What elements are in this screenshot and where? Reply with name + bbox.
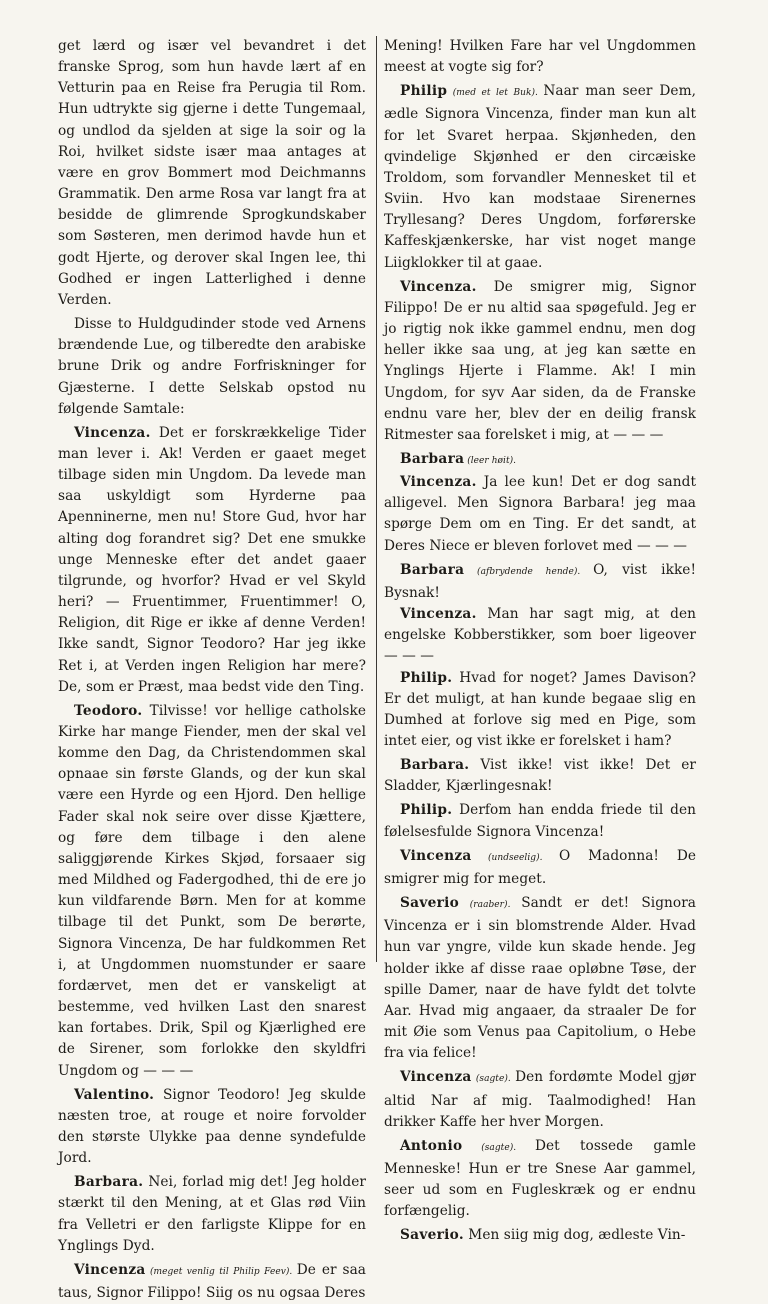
stage-direction: (sagte). (462, 1142, 535, 1153)
stage-direction: (raaber). (459, 900, 522, 911)
speech-vincenza-1 (58, 423, 366, 698)
speech-barbara-1 (58, 1172, 366, 1257)
speech-text: Vist ikke! vist ikke! Det er Sladder, Kjærlingesnak! (384, 757, 696, 795)
speech-vincenza-6 (384, 846, 696, 890)
speaker-name: Barbara. (400, 757, 470, 774)
speech-vincenza-5 (384, 604, 696, 667)
speech-text: Ja lee kun! Det er dog sandt alligevel. Men Signora Barbara! jeg maa spørge Dem om en Ting. Er det sandt, at Deres Niece er bleven forlovet med — — — (384, 474, 696, 554)
speaker-name: Philip. (400, 669, 453, 686)
column-divider (376, 36, 377, 962)
speech-vincenza-7 (384, 1067, 696, 1132)
speaker-name: Barbara (400, 561, 465, 578)
stage-direction: (med et let Buk). (447, 88, 544, 99)
speech-barbara-3 (384, 560, 696, 604)
speaker-name: Saverio. (400, 1227, 464, 1244)
speech-text: Hvad for noget? James Davison? Er det muligt, at han kunde begaae slig en Dumhed at forlove sig med en Pige, som intet eier, og vist ikke er forelsket i ham? (384, 669, 696, 749)
speaker-name: Vincenza (74, 1261, 146, 1278)
speech-text: Sandt er det! Signora Vincenza er i sin blomstrende Alder. Hvad hun var yngre, vilde kun skade hende. Jeg holder ikke af disse raae opløbne Tøse, der spille Damer, naar de have fyldt det tolvte Aar. Hvad mig angaaer, da straaler De for mit Øie som Venus paa Capitolium, o Hebe fra via felice! (384, 895, 696, 1062)
speaker-name: Vincenza. (74, 424, 151, 441)
speech-text: O, vist ikke! Bysnak! (384, 561, 697, 601)
speech-philip-1 (384, 81, 696, 273)
speaker-name: Vincenza (400, 847, 472, 864)
speaker-name: Vincenza. (400, 606, 477, 623)
speech-text: De smigrer mig, Signor Filippo! De er nu altid saa spøgefuld. Jeg er jo rigtig nok ikke gammel endnu, men dog heller ikke saa ung, at jeg kan sætte en Ynglings Hjerte i Flamme. Ak! I min Ungdom, for syv Aar siden, da de Franske endnu vare her, blev der en deilig fransk Ritmester saa forelsket i mig, at — — — (384, 278, 696, 443)
right-column (384, 36, 696, 1247)
speech-text: Men siig mig dog, ædleste Vin- (463, 1227, 686, 1244)
speech-text: Nei, forlad mig det! Jeg holder stærkt til den Mening, at et Glas rød Viin fra Velletri er den farligste Klippe for en Ynglings Dyd. (58, 1174, 366, 1254)
speech-text: Naar man seer Dem, ædle Signora Vincenza, finder man kun alt for let Svaret herpaa. Skjønheden, den qvindelige Skjønhed er den circæiske Troldom, som forvandler Mennesket til et Sviin. Hvo kan modstaae Sirenernes Tryllesang? Deres Ungdom, forførerske Kaffeskjænkerske, har vist noget mange Liigklokker til at gaae. (384, 83, 697, 271)
speech-text: Tilvisse! vor hellige catholske Kirke har mange Fiender, men der skal vel komme den Dag, da Christendommen skal opnaae sin første Glands, og der kun skal være een Hyrde og een Hjord. Den hellige Fader skal nok seire over disse Kjættere, og føre dem tilbage i den alene saliggjørende Kirkes Skjød, forsaaer sig med Mildhed og Fadergodhed, thi de ere jo kun vildfarende Børn. Men for at komme tilbage til det Punkt, som De berørte, Signora Vincenza, De har fuldkommen Ret i, at Ungdommen nuomstunder er saare fordærvet, men det er vanskeligt at bestemme, ved hvilken Last den snarest kan fortabes. Drik, Spil og Kjærlighed ere de Sirener, som forlokke den skyldfri Ungdom og — — — (58, 702, 366, 1079)
speech-text: Det er forskrækkelige Tider man lever i. Ak! Verden er gaaet meget tilbage siden min Ungdom. Da levede man saa uskyldigt som Hyrderne paa Apenninerne, men nu! Store Gud, hvor har alting dog forandret sig? Det ene smukke unge Menneske efter det andet gaaer tilgrunde, og hvorfor? Hvad er vel Skyld heri? — Fruentimmer, Fruentimmer! O, Religion, dit Rige er ikke af denne Verden! Ikke sandt, Signor Teodoro? Har jeg ikke Ret i, at Verden ingen Religion har mere? De, som er Præst, maa bedst vide den Ting. (58, 424, 366, 695)
left-column (58, 36, 366, 1304)
speaker-name: Teodoro. (74, 702, 143, 719)
speech-philip-3 (384, 800, 696, 842)
speech-text: O Madonna! De smigrer mig for meget. (384, 847, 696, 887)
speech-text: Den fordømte Model gjør altid Nar af mig. Taalmodighed! Han drikker Kaffe her hver Morgen. (384, 1069, 697, 1130)
stage-direction: (sagte). (471, 1074, 516, 1085)
stage-direction: (afbrydende hende). (464, 566, 594, 577)
speech-barbara-2 (384, 449, 696, 472)
speech-vincenza-2 (58, 1260, 366, 1304)
speaker-name: Philip. (400, 802, 453, 819)
speech-philip-2 (384, 668, 696, 753)
speech-vincenza-3 (384, 277, 696, 446)
speech-text: Derfom han endda friede til den følelsesfulde Signora Vincenza! (384, 802, 696, 840)
speech-text: De er saa taus, Signor Filippo! Siig os nu ogsaa Deres (58, 1261, 366, 1302)
speaker-name: Antonio (400, 1137, 463, 1154)
paragraph-huldgudinder: Disse to Huldgudinder stode ved Arnens brændende Lue, og tilberedte den arabiske brune Drik og andre Forfriskninger for Gjæsterne. I dette Selskab opstod nu følgende Samtale: (58, 316, 366, 417)
stage-direction: (meget venlig til Philip Feev). (145, 1266, 297, 1277)
speaker-name: Barbara (400, 450, 465, 467)
speech-saverio-1 (384, 893, 696, 1064)
paragraph-rosa: get lærd og især vel bevandret i det franske Sprog, som hun havde lært af en Vetturin paa en Reise fra Perugia til Rom. Hun udtrykte sig gjerne i dette Tungemaal, og undlod da sjelden at sige la soir og la Roi, hvilket sidste især maa antages at være en grov Bommert mod Deichmanns Grammatik. Den arme Rosa var langt fra at besidde de glimrende Sprogkundskaber som Søsteren, men derimod havde hun et godt Hjerte, og derover skal Ingen lee, thi Godhed er ingen Latterlighed i denne Verden. (58, 38, 366, 308)
speech-text: Signor Teodoro! Jeg skulde næsten troe, at rouge et noire forvolder den største Ulykke paa denne syndefulde Jord. (58, 1086, 366, 1167)
speaker-name: Vincenza. (400, 278, 477, 295)
speech-valentino (58, 1085, 366, 1170)
speaker-name: Valentino. (74, 1086, 155, 1103)
speech-saverio-2 (384, 1225, 696, 1246)
speech-text: Man har sagt mig, at den engelske Kobberstikker, som boer ligeover — — — (384, 606, 696, 665)
speaker-name: Saverio (400, 895, 460, 912)
stage-direction: (undseelig). (471, 852, 559, 863)
speaker-name: Vincenza. (400, 474, 477, 491)
speech-barbara-4 (384, 755, 696, 797)
speech-text: Det tossede gamle Menneske! Hun er tre Snese Aar gammel, seer ud som en Fugleskræk og er endnu forfængelig. (384, 1137, 696, 1220)
speech-continuation: Mening! Hvilken Fare har vel Ungdommen meest at vogte sig for? (384, 38, 696, 76)
stage-direction: (leer høit). (464, 455, 517, 466)
speech-teodoro (58, 701, 366, 1082)
speaker-name: Barbara. (74, 1174, 144, 1191)
speech-antonio (384, 1136, 696, 1223)
speech-vincenza-4 (384, 472, 696, 557)
speaker-name: Philip (400, 83, 448, 100)
speaker-name: Vincenza (400, 1069, 472, 1086)
